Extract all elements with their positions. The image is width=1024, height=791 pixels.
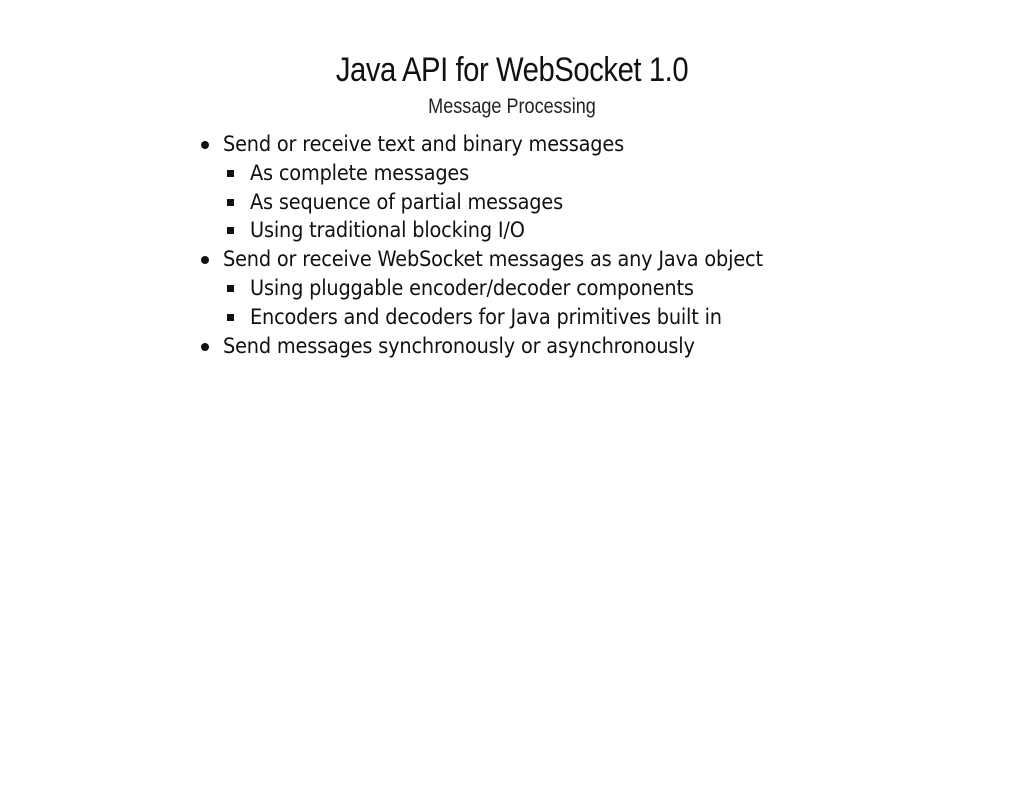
sub-bullet-item — [196, 188, 976, 217]
slide-subtitle: Message Processing — [428, 95, 596, 118]
sub-bullet-text: Using traditional blocking I/O — [250, 218, 525, 243]
disc-bullet-icon — [201, 256, 209, 264]
square-bullet-icon — [227, 285, 234, 292]
square-bullet-icon — [227, 227, 234, 234]
bullet-item — [196, 332, 976, 361]
bullet-text: Send or receive WebSocket messages as any Java object — [223, 247, 763, 272]
square-bullet-icon — [227, 170, 234, 177]
bullet-item — [196, 245, 976, 274]
bullet-text: Send messages synchronously or asynchronously — [223, 333, 695, 358]
disc-bullet-icon — [201, 343, 209, 351]
sub-bullet-item — [196, 216, 976, 245]
bullet-text: Send or receive text and binary messages — [223, 132, 624, 156]
slide-title: Java API for WebSocket 1.0 — [335, 51, 689, 89]
bullet-item — [196, 130, 976, 159]
sub-bullet-item — [196, 274, 976, 303]
sub-bullet-text: As complete messages — [250, 160, 470, 185]
square-bullet-icon — [227, 199, 234, 206]
sub-bullet-text: As sequence of partial messages — [250, 189, 563, 214]
sub-bullet-text: Using pluggable encoder/decoder components — [250, 275, 694, 300]
sub-bullet-item — [196, 159, 976, 188]
sub-bullet-text: Encoders and decoders for Java primitives built in — [250, 304, 722, 329]
sub-bullet-item — [196, 303, 976, 332]
disc-bullet-icon — [201, 141, 209, 149]
square-bullet-icon — [227, 314, 234, 321]
bullet-list — [196, 130, 976, 360]
